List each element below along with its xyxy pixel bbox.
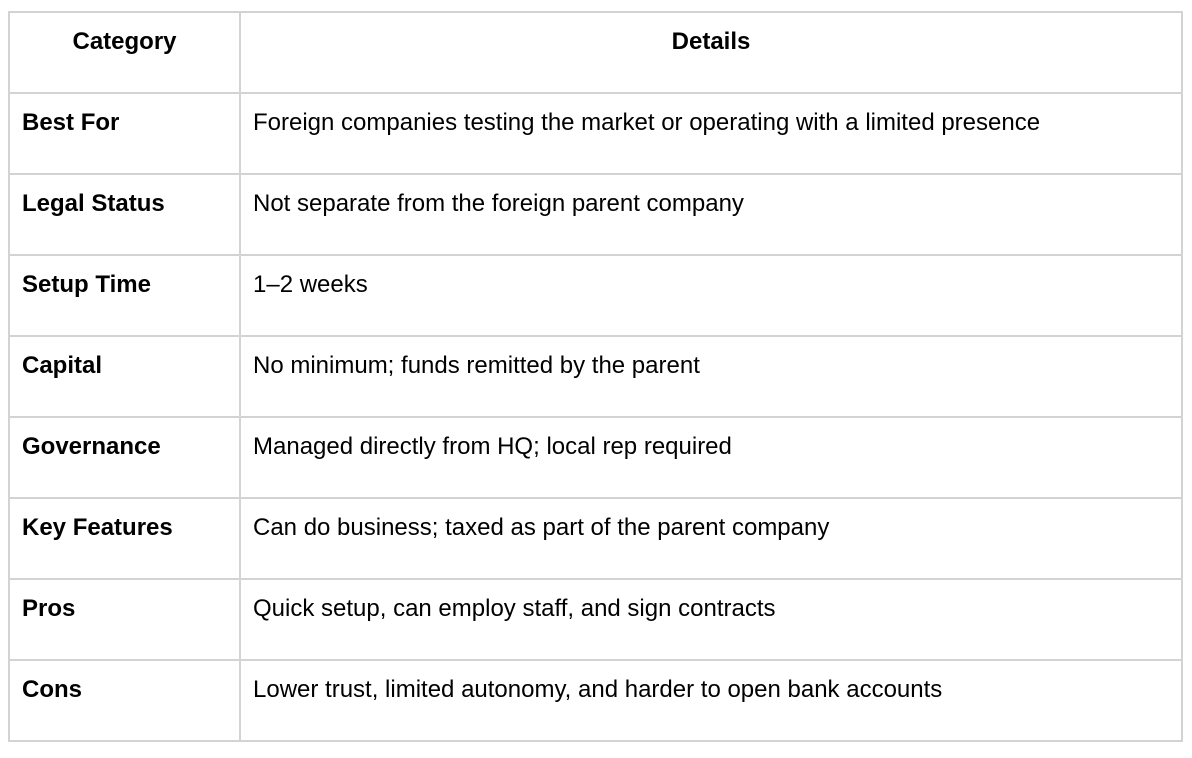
row-category: Pros: [9, 579, 240, 660]
row-details: Quick setup, can employ staff, and sign contracts: [240, 579, 1182, 660]
table-row: [9, 93, 1182, 174]
table-row: [9, 579, 1182, 660]
row-category: Best For: [9, 93, 240, 174]
row-details: Lower trust, limited autonomy, and harder to open bank accounts: [240, 660, 1182, 741]
header-details: Details: [240, 12, 1182, 93]
table-row: [9, 255, 1182, 336]
row-category: Legal Status: [9, 174, 240, 255]
table-row: [9, 174, 1182, 255]
table-row: [9, 336, 1182, 417]
comparison-table: [8, 11, 1183, 742]
comparison-table-container: [8, 11, 1183, 742]
row-details: Can do business; taxed as part of the parent company: [240, 498, 1182, 579]
row-category: Setup Time: [9, 255, 240, 336]
table-header-row: [9, 12, 1182, 93]
row-details: Foreign companies testing the market or operating with a limited presence: [240, 93, 1182, 174]
row-details: 1–2 weeks: [240, 255, 1182, 336]
header-category: Category: [9, 12, 240, 93]
row-category: Cons: [9, 660, 240, 741]
row-details: No minimum; funds remitted by the parent: [240, 336, 1182, 417]
row-details: Managed directly from HQ; local rep required: [240, 417, 1182, 498]
row-details: Not separate from the foreign parent company: [240, 174, 1182, 255]
table-row: [9, 660, 1182, 741]
row-category: Key Features: [9, 498, 240, 579]
row-category: Governance: [9, 417, 240, 498]
row-category: Capital: [9, 336, 240, 417]
table-row: [9, 417, 1182, 498]
table-row: [9, 498, 1182, 579]
